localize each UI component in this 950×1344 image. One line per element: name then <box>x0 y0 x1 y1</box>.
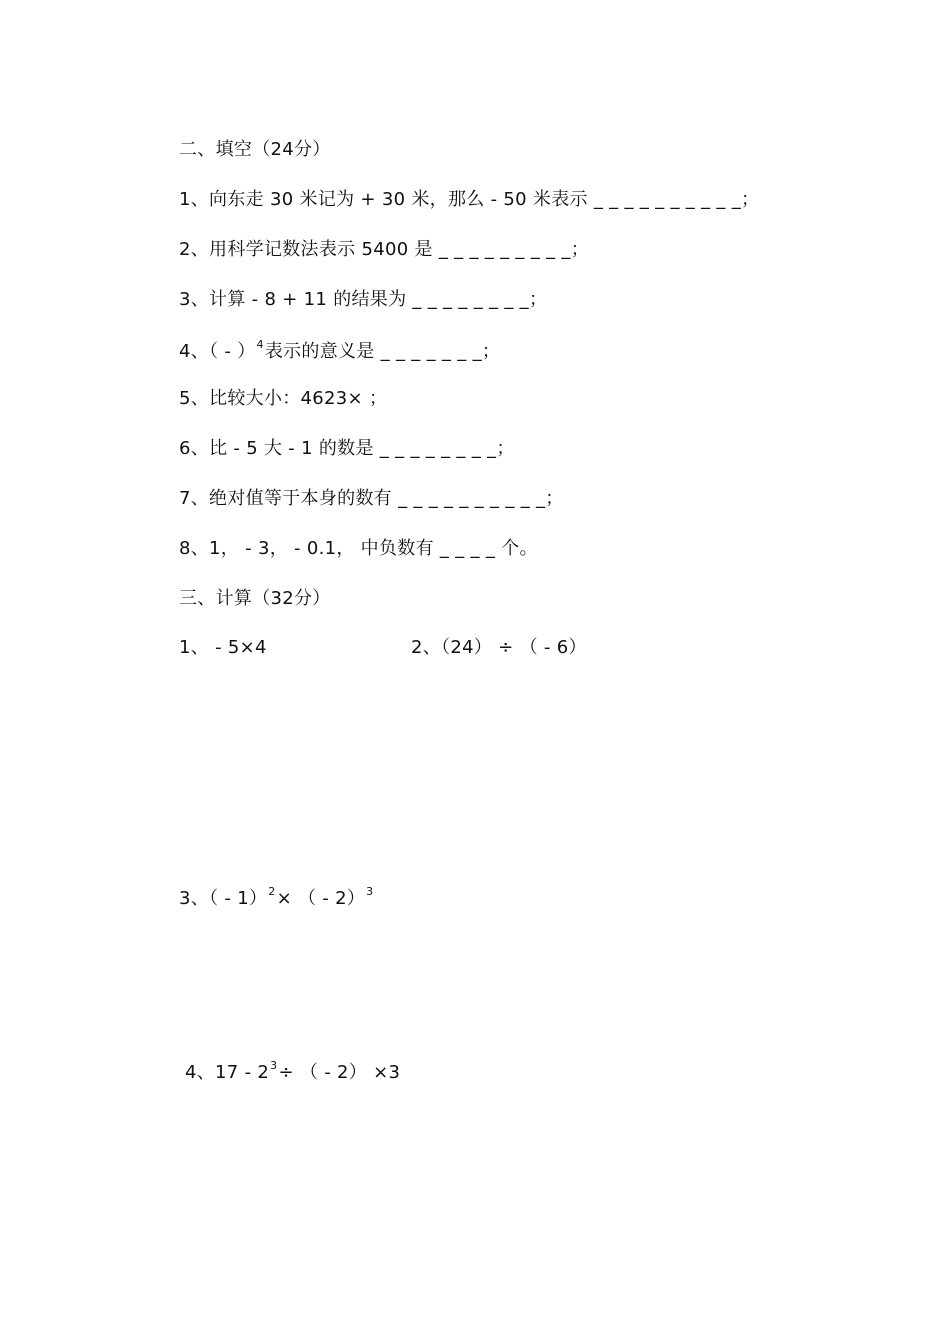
question-2: 2、用科学记数法表示 5400 是 _ _ _ _ _ _ _ _ _； <box>179 239 589 260</box>
question-6: 6、比 - 5 大 - 1 的数是 _ _ _ _ _ _ _ _； <box>179 438 515 459</box>
question-5: 5、比较大小：4623× ； <box>179 388 388 409</box>
problem-4-part-2: ÷ （ - 2） ×3 <box>278 1062 401 1083</box>
problem-4-exponent: 3 <box>270 1059 278 1072</box>
question-3: 3、计算 - 8 + 11 的结果为 _ _ _ _ _ _ _ _； <box>179 289 548 310</box>
question-4 <box>179 339 500 363</box>
problem-3-exponent-2: 3 <box>366 885 374 898</box>
problem-4 <box>185 1060 400 1084</box>
section-3-heading: 三、计算（32分） <box>179 588 331 609</box>
problem-3-base-2: × （ - 2） <box>276 888 366 909</box>
question-4-suffix: 表示的意义是 _ _ _ _ _ _ _； <box>264 341 501 362</box>
problem-2: 2、（24） ÷ （ - 6） <box>411 637 587 658</box>
problem-4-part-1: 4、17 - 2 <box>185 1062 270 1083</box>
section-2-heading: 二、填空（24分） <box>179 139 331 160</box>
question-7: 7、绝对值等于本身的数有 _ _ _ _ _ _ _ _ _ _； <box>179 488 564 509</box>
problem-1: 1、 - 5×4 <box>179 637 267 658</box>
problem-3-exponent-1: 2 <box>268 885 276 898</box>
question-4-prefix: 4、（ - ） <box>179 341 256 362</box>
problem-3 <box>179 886 374 910</box>
question-8: 8、1， - 3， - 0.1， 中负数有 _ _ _ _ 个。 <box>179 538 538 559</box>
question-4-exponent: 4 <box>256 338 264 351</box>
problem-3-base-1: 3、（ - 1） <box>179 888 268 909</box>
question-1: 1、向东走 30 米记为 + 30 米，那么 - 50 米表示 _ _ _ _ _ _ _ _ _ _； <box>179 189 760 210</box>
